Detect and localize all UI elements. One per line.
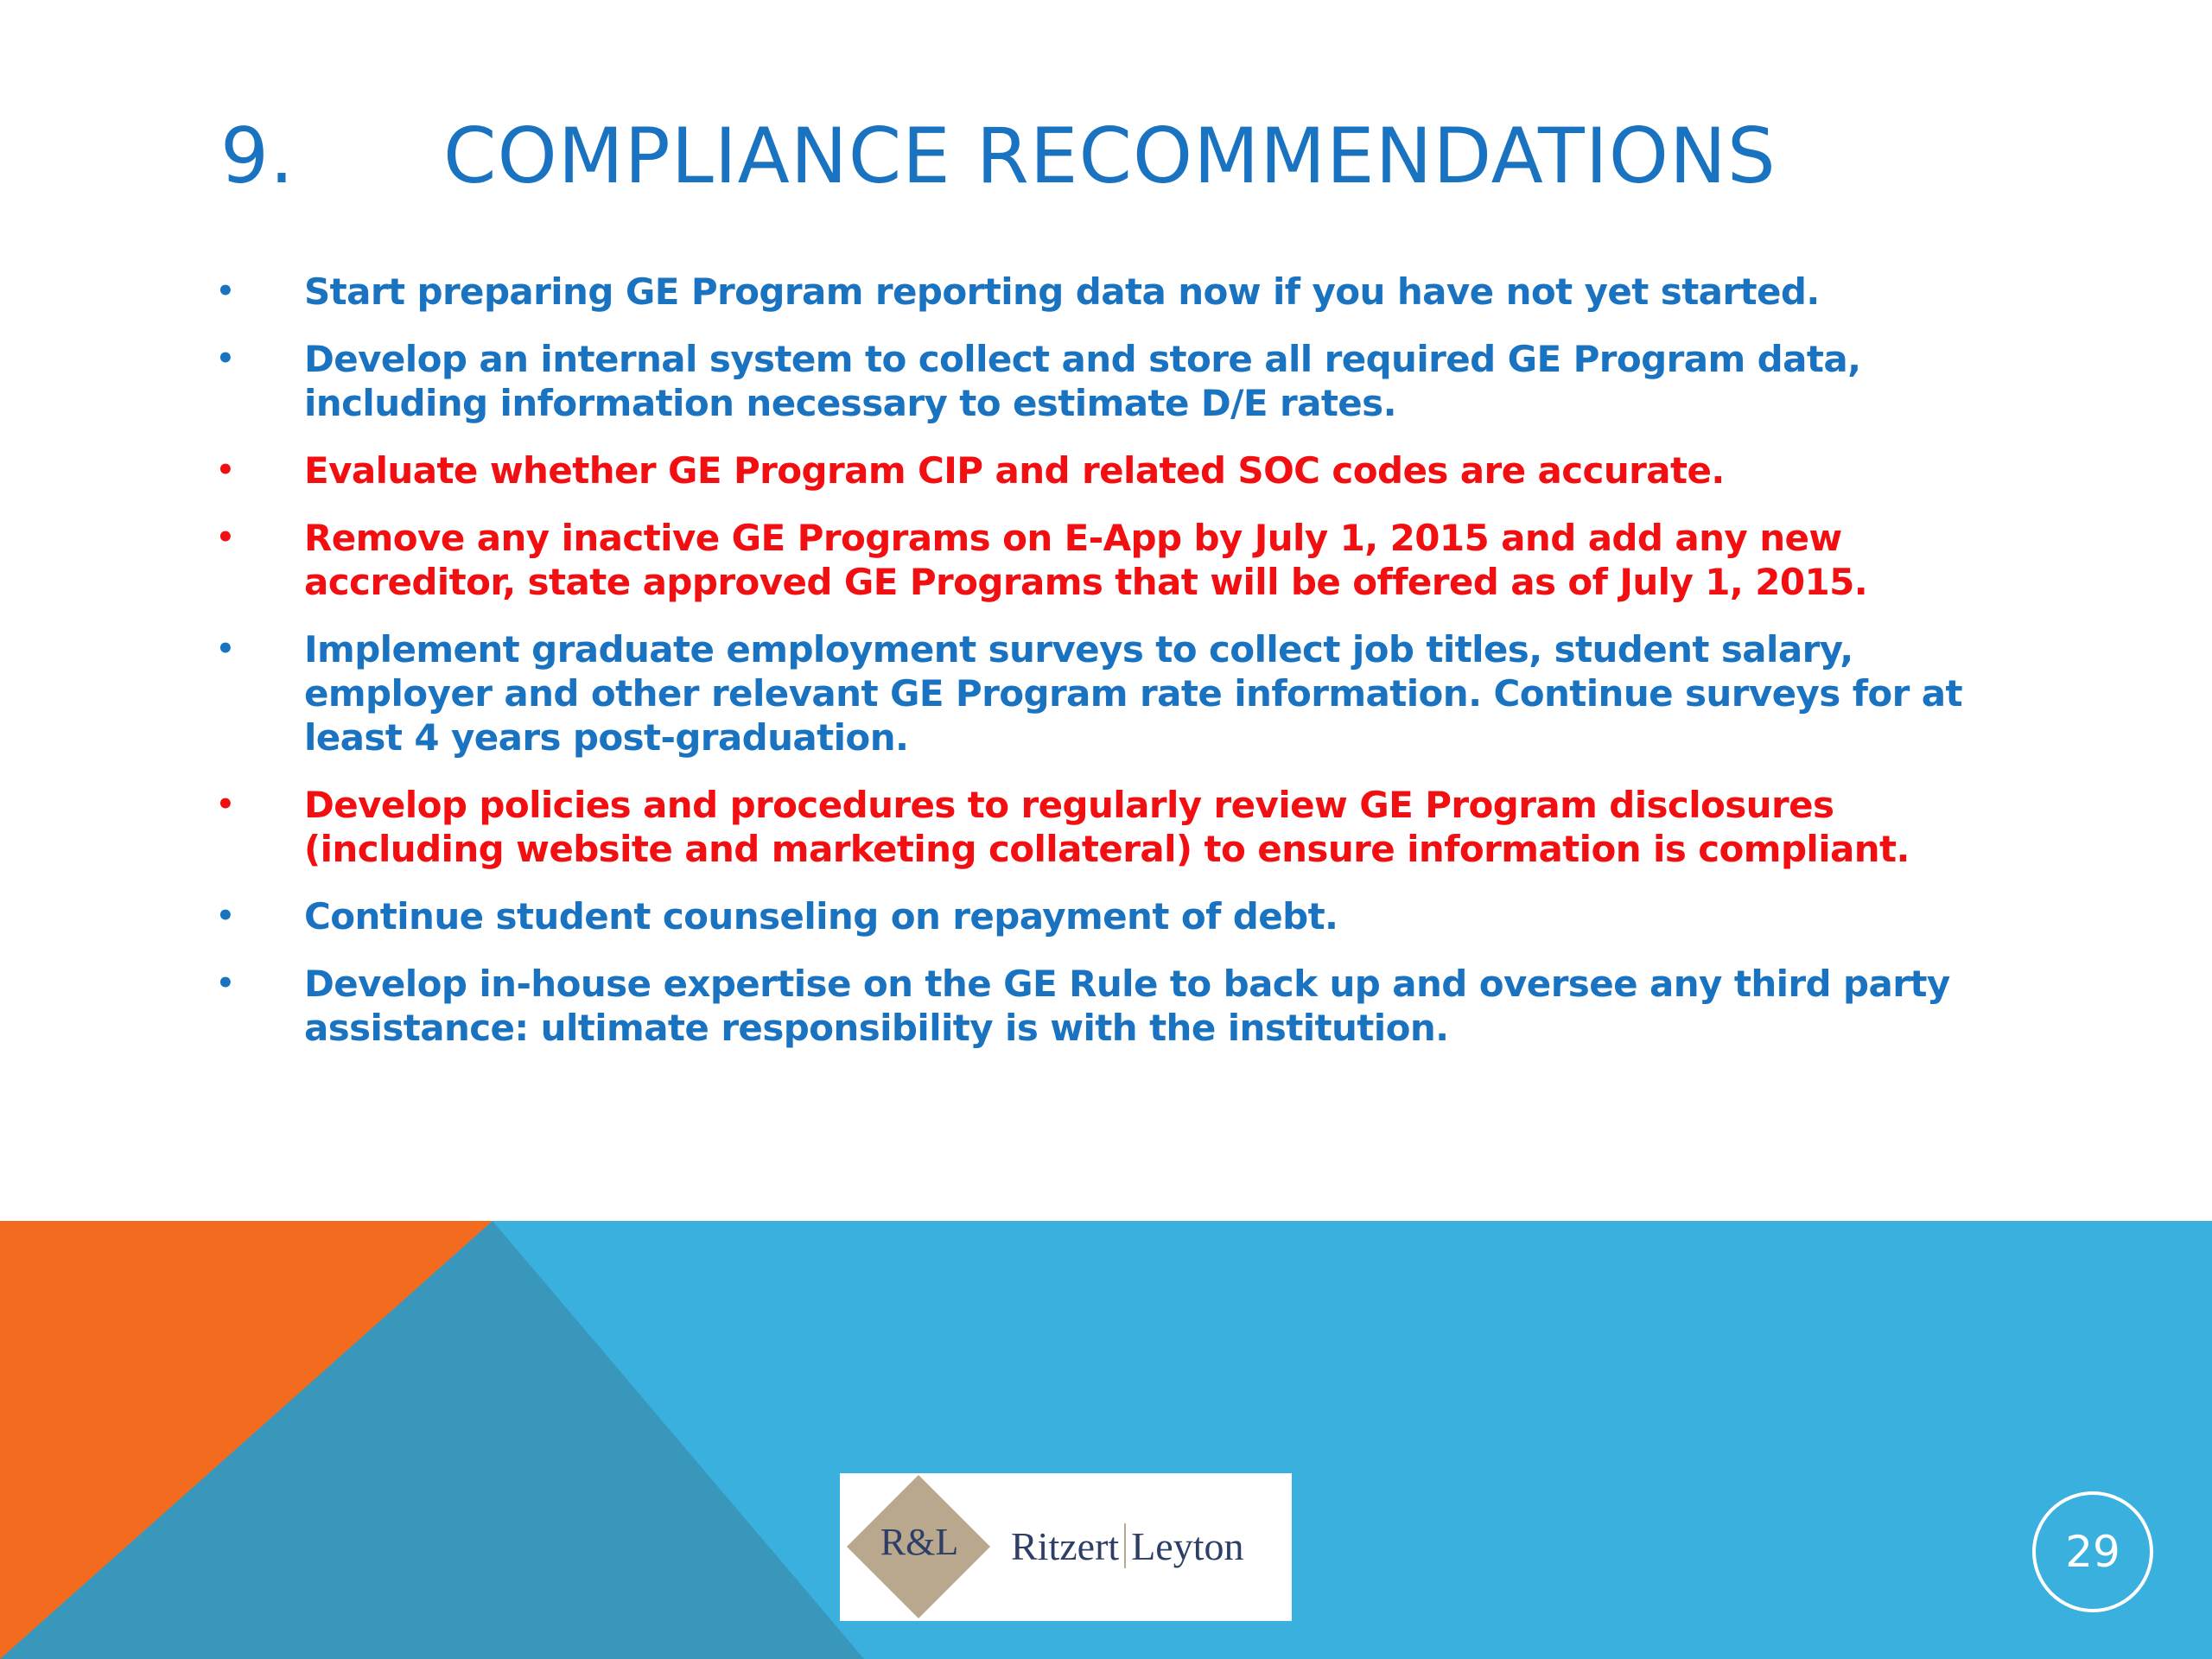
slide-title [220,104,1777,207]
bullet-text: Continue student counseling on repayment of debt. [304,895,1338,938]
page-number-badge [2032,1491,2153,1612]
bullet-text: Implement graduate employment surveys to collect job titles, student salary, employer and other relevant GE Program rate information. Continue surveys for at least 4 years post-graduation. [304,628,1962,759]
bullet-text: Develop policies and procedures to regularly review GE Program disclosures (including website and marketing collateral) to ensure information is compliant. [304,784,1910,870]
bullet-icon: • [216,787,235,822]
bullet-icon: • [216,632,235,666]
bullet-item [216,337,2013,425]
logo-name-first: Ritzert [1011,1524,1120,1568]
title-number: 9. [220,111,295,200]
title-text: COMPLIANCE RECOMMENDATIONS [443,111,1777,200]
bullet-icon: • [216,453,235,487]
bullet-text: Develop in-house expertise on the GE Rule to back up and oversee any third party assistance: ultimate responsibility is with the institution. [304,963,1950,1049]
bullet-item [216,516,2013,604]
bullet-item [216,627,2013,760]
logo-divider [1124,1523,1126,1568]
bullet-text: Remove any inactive GE Programs on E-App by July 1, 2015 and add any new accreditor, state approved GE Programs that will be offered as of July 1, 2015. [304,517,1868,603]
bullet-text: Evaluate whether GE Program CIP and related SOC codes are accurate. [304,449,1725,492]
bullet-text: Develop an internal system to collect and store all required GE Program data, including information necessary to estimate D/E rates. [304,338,1861,424]
bullet-icon: • [216,966,235,1001]
bullet-text: Start preparing GE Program reporting data now if you have not yet started. [304,270,1820,313]
bullet-item [216,270,2013,314]
bullet-list [216,270,2013,1073]
bullet-icon: • [216,341,235,376]
bullet-item [216,448,2013,493]
logo-wordmark [1011,1516,1243,1577]
logo-name-second: Leyton [1131,1524,1244,1568]
bullet-icon: • [216,520,235,555]
bullet-icon: • [216,899,235,933]
bullet-item [216,894,2013,938]
bullet-icon: • [216,274,235,308]
company-logo [840,1473,1292,1621]
logo-initials: R&L [880,1521,959,1563]
bullet-item [216,962,2013,1050]
page-number: 29 [2065,1527,2120,1577]
bullet-item [216,783,2013,871]
